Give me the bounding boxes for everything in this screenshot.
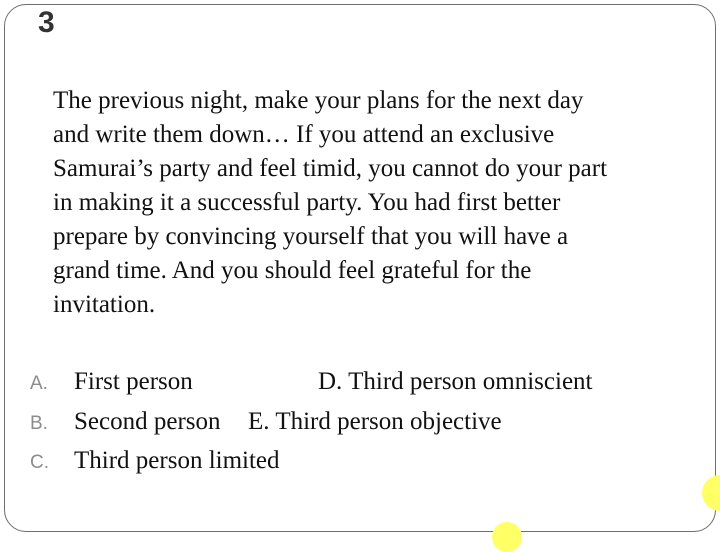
option-e-text: E. Third person objective	[248, 407, 502, 435]
option-b-marker: B.	[30, 412, 48, 434]
option-d-text: D. Third person omniscient	[318, 368, 593, 395]
passage-line: Samurai’s party and feel timid, you cannot do your part	[53, 155, 608, 182]
passage	[53, 84, 693, 322]
option-row-c	[30, 441, 670, 481]
passage-line: and write them down… If you attend an exclusive	[53, 121, 555, 148]
option-a-marker: A.	[30, 373, 48, 394]
slide-number: 3	[38, 6, 55, 39]
passage-line: in making it a successful party. You had first better	[53, 189, 561, 216]
passage-line: invitation.	[53, 291, 156, 318]
passage-line: grand time. And you should feel grateful for the	[53, 257, 532, 284]
option-c-text: Third person limited	[74, 447, 280, 474]
option-row-a	[30, 362, 670, 402]
passage-line: The previous night, make your plans for the next day	[53, 87, 584, 114]
option-row-b	[30, 402, 670, 442]
passage-line: prepare by convincing yourself that you will have a	[53, 223, 569, 250]
answer-options	[30, 362, 670, 481]
decorative-circle	[492, 522, 522, 552]
option-a-text: First person	[74, 368, 193, 395]
option-c-marker: C.	[30, 452, 49, 473]
option-b-text: Second person	[74, 407, 221, 435]
